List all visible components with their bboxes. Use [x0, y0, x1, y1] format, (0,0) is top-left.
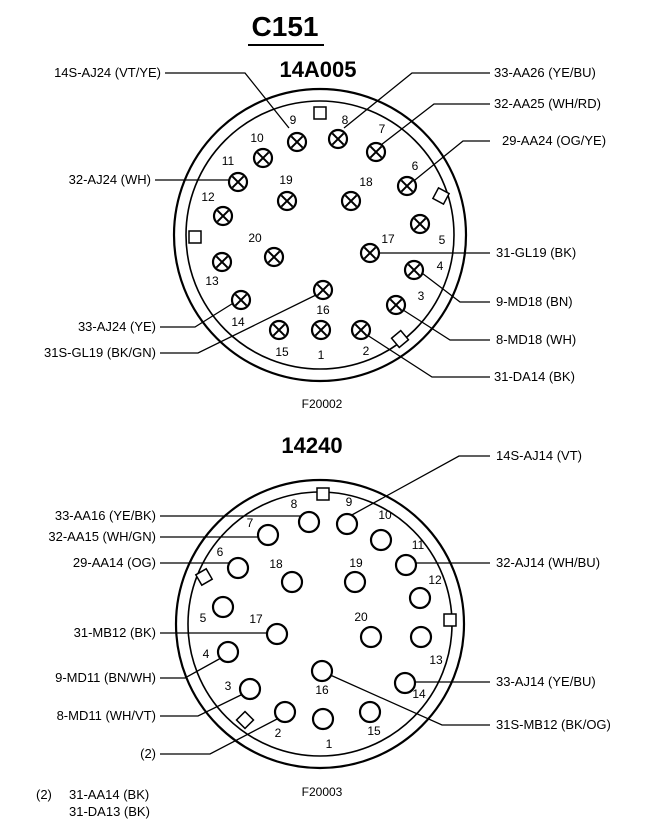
pin-number: 18	[269, 557, 283, 571]
pin-socket	[337, 514, 357, 534]
diagram-title: C151	[251, 11, 319, 42]
wire-label: 9-MD11 (BN/WH)	[55, 670, 156, 685]
footnote-line-1: 31-AA14 (BK)	[69, 787, 150, 802]
wire-label: 31-GL19 (BK)	[496, 245, 577, 260]
pin-number: 16	[315, 683, 329, 697]
pin-number: 19	[349, 556, 363, 570]
wire-label: 31-DA14 (BK)	[494, 369, 575, 384]
pin-number: 17	[381, 232, 395, 246]
pin-number: 3	[224, 679, 232, 693]
figure-id: F20003	[301, 785, 343, 799]
pin-socket	[282, 572, 302, 592]
wire-label: 32-AJ24 (WH)	[68, 172, 151, 187]
wire-label: (2)	[140, 746, 156, 761]
pin-socket	[275, 702, 295, 722]
pin-socket	[228, 558, 248, 578]
pin-number: 1	[317, 348, 325, 362]
wire-label: 33-AA26 (YE/BU)	[494, 65, 596, 80]
connector-14a005	[44, 57, 606, 411]
pin-socket	[213, 597, 233, 617]
pin-number: 13	[429, 653, 443, 667]
pin-number: 20	[248, 231, 262, 245]
footnote-marker: (2)	[36, 787, 52, 802]
pin-number: 12	[201, 190, 215, 204]
wire-label: 31S-MB12 (BK/OG)	[496, 717, 611, 732]
pin-socket	[360, 702, 380, 722]
pin-number: 16	[316, 303, 330, 317]
connector-14240	[48, 433, 611, 799]
pin-number: 13	[205, 274, 219, 288]
pin-number: 14	[412, 687, 426, 701]
connector-key	[444, 614, 456, 626]
pin-number: 9	[289, 113, 297, 127]
pin-number: 6	[216, 545, 224, 559]
pin-socket	[312, 661, 332, 681]
wire-label: 31S-GL19 (BK/GN)	[44, 345, 156, 360]
connector-key	[317, 488, 329, 500]
wire-label: 14S-AJ24 (VT/YE)	[54, 65, 161, 80]
wire-label: 29-AA14 (OG)	[72, 555, 156, 570]
pin-number: 3	[417, 289, 425, 303]
footnote-line-2: 31-DA13 (BK)	[69, 804, 150, 819]
wire-label: 33-AJ14 (YE/BU)	[496, 674, 596, 689]
pin-number: 2	[362, 344, 370, 358]
wire-label: 33-AA16 (YE/BK)	[54, 508, 156, 523]
pin-socket	[345, 572, 365, 592]
wire-label: 8-MD18 (WH)	[496, 332, 577, 347]
pin-number: 17	[249, 612, 263, 626]
pin-number: 20	[354, 610, 368, 624]
pin-number: 6	[411, 159, 419, 173]
pin-socket	[410, 588, 430, 608]
pin-socket	[240, 679, 260, 699]
pin-number: 9	[345, 495, 353, 509]
wire-label: 9-MD18 (BN)	[496, 294, 573, 309]
connector-key	[314, 107, 326, 119]
pin-number: 8	[341, 113, 349, 127]
wire-label: 29-AA24 (OG/YE)	[502, 133, 607, 148]
pin-number: 11	[411, 538, 425, 552]
pin-number: 5	[199, 611, 207, 625]
connector-key	[189, 231, 201, 243]
wire-label: 31-MB12 (BK)	[73, 625, 156, 640]
wire-label: 32-AA25 (WH/RD)	[494, 96, 601, 111]
pin-number: 15	[275, 345, 289, 359]
figure-id: F20002	[301, 397, 343, 411]
part-number: 14240	[281, 433, 343, 458]
pin-socket	[258, 525, 278, 545]
pin-number: 10	[378, 508, 392, 522]
wire-label: 33-AJ24 (YE)	[77, 319, 156, 334]
pin-number: 5	[438, 233, 446, 247]
pin-number: 4	[202, 647, 210, 661]
pin-socket	[361, 627, 381, 647]
pin-number: 4	[436, 259, 444, 273]
wire-label: 32-AA15 (WH/GN)	[48, 529, 156, 544]
pin-number: 7	[378, 122, 386, 136]
wire-label: 32-AJ14 (WH/BU)	[496, 555, 601, 570]
pin-number: 11	[221, 154, 235, 168]
pin-number: 2	[274, 726, 282, 740]
pin-number: 1	[325, 737, 333, 751]
pin-socket	[267, 624, 287, 644]
pin-number: 15	[367, 724, 381, 738]
wire-label: 8-MD11 (WH/VT)	[56, 708, 156, 723]
part-number: 14A005	[279, 57, 357, 82]
wire-label: 14S-AJ14 (VT)	[496, 448, 582, 463]
pin-socket	[411, 627, 431, 647]
pin-socket	[313, 709, 333, 729]
pin-number: 12	[428, 573, 442, 587]
pin-socket	[396, 555, 416, 575]
pin-number: 8	[290, 497, 298, 511]
pin-number: 14	[231, 315, 245, 329]
pin-socket	[218, 642, 238, 662]
pin-socket	[371, 530, 391, 550]
pin-number: 18	[359, 175, 373, 189]
pin-number: 10	[250, 131, 264, 145]
pin-socket	[299, 512, 319, 532]
pin-number: 19	[279, 173, 293, 187]
pin-number: 7	[246, 516, 254, 530]
